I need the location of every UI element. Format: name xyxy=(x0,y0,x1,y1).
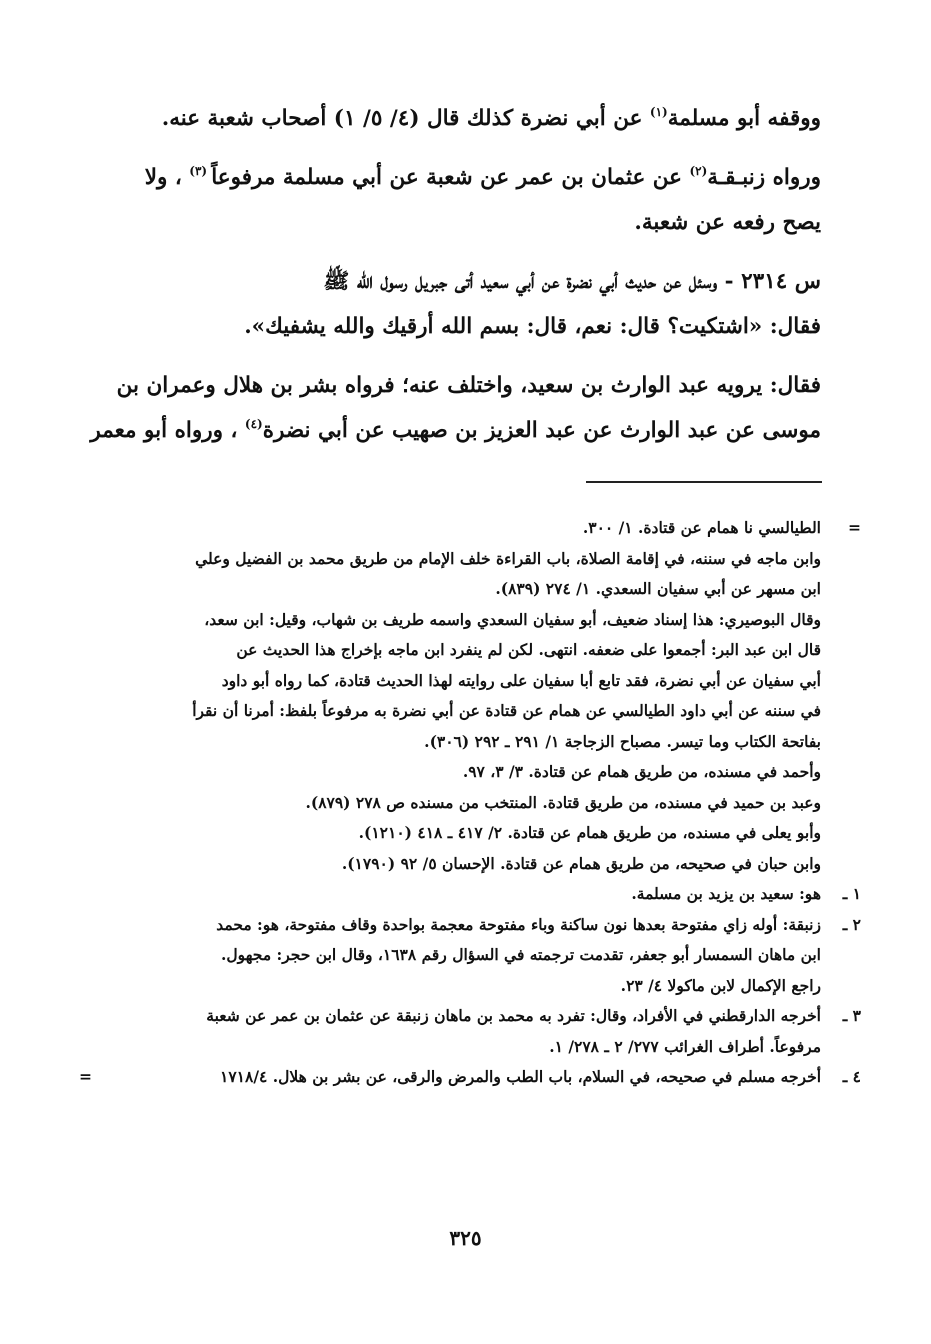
text-line: فقال: يرويه عبد الوارث بن سعيد، واختلف عنه؛ فرواه بشر بن هلال وعمران بن xyxy=(116,373,821,398)
footnote-number: ٢ ـ xyxy=(842,914,861,934)
text-line: يصح رفعه عن شعبة. xyxy=(634,210,821,235)
footnote-2: ٢ ـ زنبقة: أوله زاي مفتوحة بعدها نون ساكنة وباء مفتوحة معجمة بواحدة وقاف مفتوحة، هو: محمد xyxy=(109,910,821,941)
footnote-3: ٣ ـ أخرجه الدارقطني في الأفراد، وقال: تفرد به محمد بن ماهان زنبقة عن عثمان بن عمر عن شعبة xyxy=(109,1001,821,1032)
page-number: ٣٢٥ xyxy=(449,1226,482,1250)
footnote-separator xyxy=(586,481,822,483)
text-line: فقال: «اشتكيت؟ قال: نعم، قال: بسم الله أرقيك والله يشفيك». xyxy=(244,314,821,339)
footnote-continued: = الطيالسي نا همام عن قتادة. ١/ ٣٠٠. xyxy=(109,513,821,544)
footnote-number: ٤ ـ xyxy=(842,1067,861,1086)
footnote-number: ٣ ـ xyxy=(842,1006,861,1025)
footnote-number: ١ ـ xyxy=(842,884,861,903)
text-line: ورواه زنبـقـة$^{(٢)}$ عن عثمان بن عمر عن شعبة عن أبي مسلمة مرفوعاً $^{(٣)}$ ، ولا xyxy=(144,164,821,190)
text-line: ووقفه أبو مسلمة$^{(١)}$ عن أبي نضرة كذلك قال (٤/ ٥/ ١) أصحاب شعبة عنه. xyxy=(161,105,821,131)
footnote-1: ١ ـ هو: سعيد بن يزيد بن مسلمة. xyxy=(109,879,821,910)
text-line: موسى عن عبد الوارث عن عبد العزيز بن صهيب عن أبي نضرة$^{(٤)}$ ، ورواه أبو معمر xyxy=(90,417,821,443)
continuation-marker: = xyxy=(79,1067,92,1086)
footnotes: = الطيالسي نا همام عن قتادة. ١/ ٣٠٠. وابن ماجه في سننه، في إقامة الصلاة، باب القراءة خلف الإمام من طريق محمد بن الفضيل وعلي ابن مسهر عن أبي سفيان السعدي. ١/ ٢٧٤ (٨٣٩). وقال البوصيري: هذا إسناد ضعيف، أبو سفيان السعدي واسمه طريف بن شهاب، وقيل: ابن سعد، قال ابن عبد البر: أجمعوا على ضعفه. انتهى. لكن لم ينفرد ابن ماجه بإخراج هذا الحديث عن أبي سفيان عن أبي نضرة، فقد تابع أبا سفيان على روايته لهذا الحديث قتادة، كما رواه أبو داود في سننه عن أبي داود الطيالسي عن همام عن قتادة عن أبي نضرة به مرفوعاً بلفظ: أمرنا أن نقرأ بفاتحة الكتاب وما تيسر. مصباح الزجاجة ١/ ٢٩١ ـ ٢٩٢ (٣٠٦). وأحمد في مسنده، من طريق همام عن قتادة. ٣/ ٣، ٩٧. وعبد بن حميد في مسنده، من طريق قتادة. المنتخب من مسنده ص ٢٧٨ (٨٧٩). وأبو يعلى في مسنده، من طريق همام عن قتادة. ٢/ ٤١٧ ـ ٤١٨ (١٢١٠). وابن حبان في صحيحه، من طريق همام عن قتادة. الإحسان ٥/ ٩٢ (١٧٩٠). ١ ـ هو: سعيد بن يزيد بن مسلمة. ٢ ـ زنبقة: أوله زاي مفتوحة بعدها نون ساكنة وباء مفتوحة معجمة بواحدة وقاف مفتوحة، هو: محمد ابن ماهان السمسار أبو جعفر، تقدمت ترجمته في السؤال رقم ١٦٣٨، وقال ابن حجر: مجهول. راجع الإكمال لابن ماكولا ٤/ ٢٣. ٣ ـ أخرجه الدارقطني في الأفراد، وقال: تفرد به محمد بن ماهان زنبقة عن عثمان بن عمر عن شعبة مرفوعاً. أطراف الغرائب ٢٧٧/ ٢ ـ ٢٧٨/ ١. ٤ ـ أخرجه مسلم في صحيحه، في السلام، باب الطب والمرض والرقى، عن بشر بن هلال. ١٧١٨/٤ = xyxy=(109,513,821,1093)
question-heading: س ٢٣١٤ - وسئل عن حديث أبي نضرة عن أبي سعيد أتى جبريل رسول الله ﷺ xyxy=(323,269,821,294)
footnote-ref[interactable]: (٣) xyxy=(189,164,212,178)
footnote-4: ٤ ـ أخرجه مسلم في صحيحه، في السلام، باب الطب والمرض والرقى، عن بشر بن هلال. ١٧١٨/٤ = xyxy=(109,1062,821,1093)
footnote-ref[interactable]: (٤) xyxy=(244,417,263,431)
continuation-marker: = xyxy=(848,518,861,537)
footnote-ref[interactable]: (١) xyxy=(649,105,668,119)
main-text xyxy=(90,96,821,453)
footnote-ref[interactable]: (٢) xyxy=(689,164,708,178)
